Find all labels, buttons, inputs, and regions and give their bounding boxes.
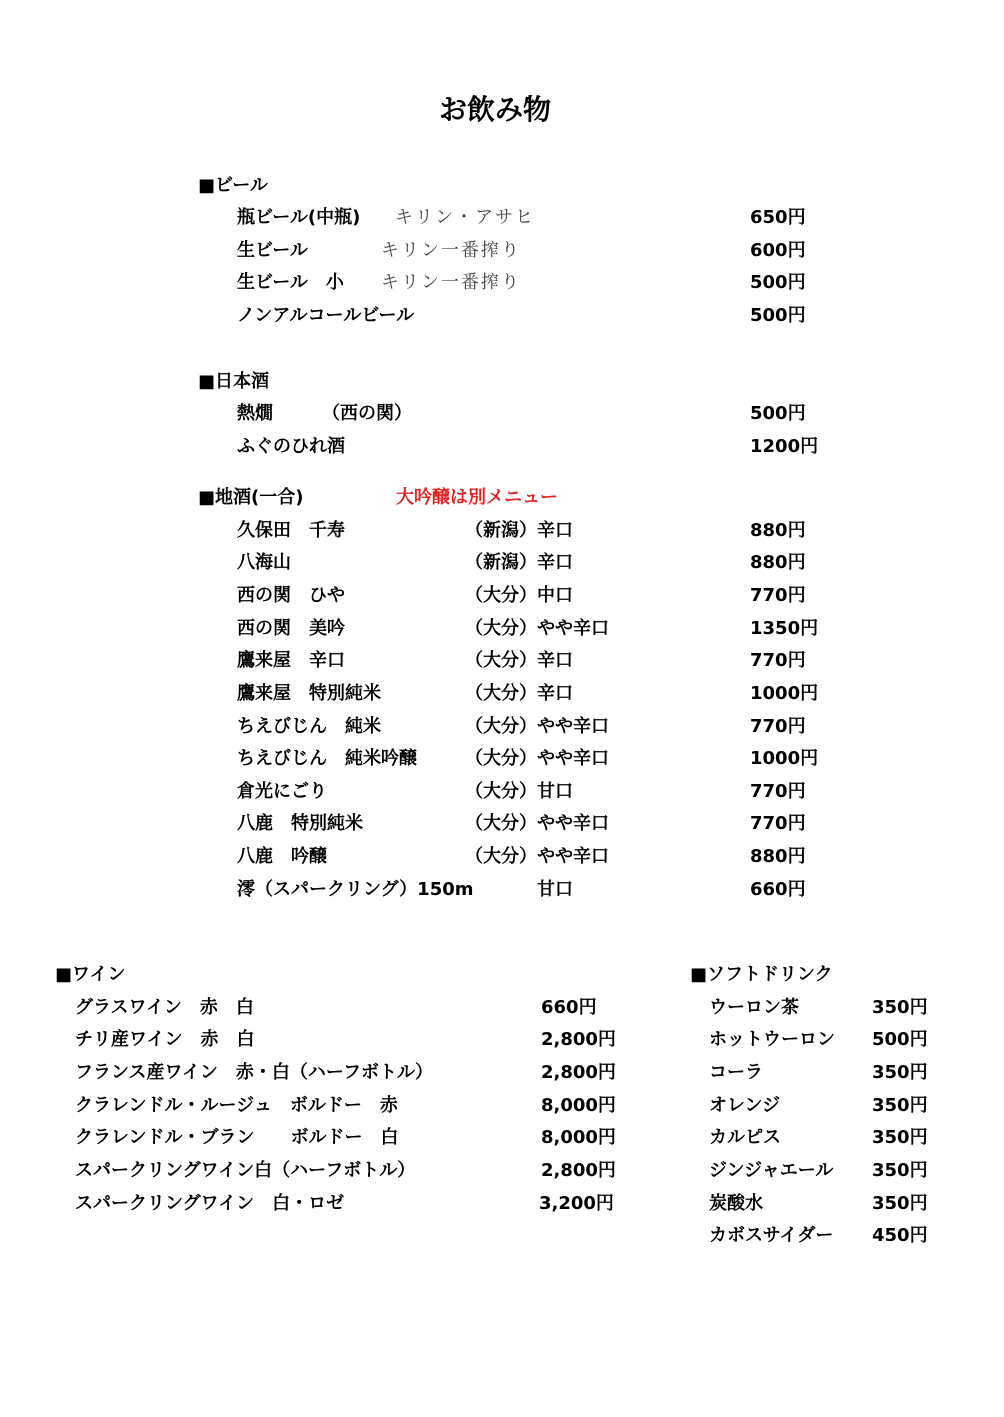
soft-heading: ■ソフトドリンク [690, 964, 833, 985]
jizake-item-name: 西の関 美吟 [237, 618, 345, 639]
wine-item-name: クラレンドル・ルージュ ボルドー 赤 [75, 1095, 398, 1116]
beer-item-price: 500円 [750, 305, 806, 326]
jizake-item-price: 770円 [750, 650, 806, 671]
sake-heading: ■日本酒 [198, 371, 270, 392]
beer-item-price: 500円 [750, 272, 806, 293]
wine-heading: ■ワイン [55, 964, 126, 985]
sake-item-name: ふぐのひれ酒 [237, 436, 345, 457]
soft-item-name: ホットウーロン [709, 1029, 835, 1050]
soft-item-name: カルピス [709, 1127, 781, 1148]
jizake-item-name: 鷹来屋 辛口 [237, 650, 345, 671]
beer-item-price: 600円 [750, 240, 806, 261]
wine-item-name: フランス産ワイン 赤・白（ハーフボトル） [75, 1062, 434, 1083]
beer-item-name: 生ビール 小 [237, 272, 344, 293]
jizake-item-price: 770円 [750, 716, 806, 737]
jizake-item-origin: （大分）やや辛口 [465, 618, 609, 639]
soft-item-name: コーラ [709, 1062, 763, 1083]
sake-item-name: 熱燗 [237, 403, 273, 424]
jizake-item-origin: （大分）やや辛口 [465, 748, 609, 769]
soft-item-price: 350円 [872, 1160, 928, 1181]
sake-item-price: 1200円 [750, 436, 819, 457]
jizake-item-price: 770円 [750, 813, 806, 834]
soft-item-price: 350円 [872, 1062, 928, 1083]
wine-item-price: 2,800円 [541, 1160, 616, 1181]
soft-item-price: 500円 [872, 1029, 928, 1050]
beer-item-price: 650円 [750, 207, 806, 228]
jizake-item-origin: （大分）やや辛口 [465, 716, 609, 737]
jizake-item-price: 770円 [750, 585, 806, 606]
jizake-item-price: 880円 [750, 846, 806, 867]
soft-item-price: 350円 [872, 1127, 928, 1148]
soft-item-name: ウーロン茶 [709, 997, 799, 1018]
jizake-item-price: 770円 [750, 781, 806, 802]
jizake-note: 大吟醸は別メニュー [396, 487, 558, 508]
wine-item-price: 2,800円 [541, 1062, 616, 1083]
beer-heading: ■ビール [198, 175, 268, 196]
beer-item-name: ノンアルコールビール [237, 305, 415, 326]
jizake-item-name: 久保田 千寿 [237, 520, 345, 541]
sake-item-price: 500円 [750, 403, 806, 424]
jizake-item-origin: （新潟）辛口 [465, 552, 573, 573]
wine-item-price: 8,000円 [541, 1127, 616, 1148]
soft-item-name: カボスサイダー [709, 1225, 834, 1246]
sake-item-brand: （西の関） [322, 403, 412, 424]
wine-item-name: グラスワイン 赤 白 [75, 997, 254, 1018]
soft-item-price: 350円 [872, 1095, 928, 1116]
beer-item-name: 瓶ビール(中瓶) [237, 207, 361, 228]
jizake-item-origin: （大分）辛口 [465, 650, 573, 671]
jizake-item-taste: 甘口 [537, 879, 573, 900]
jizake-item-name: 西の関 ひや [237, 585, 345, 606]
jizake-item-origin: （大分）やや辛口 [465, 846, 609, 867]
soft-item-name: ジンジャエール [709, 1160, 834, 1181]
jizake-item-price: 1000円 [750, 748, 819, 769]
beer-item-brand: キリン一番搾り [381, 272, 521, 293]
wine-item-price: 3,200円 [539, 1193, 614, 1214]
jizake-item-price: 880円 [750, 552, 806, 573]
soft-item-price: 350円 [872, 1193, 928, 1214]
jizake-item-price: 1000円 [750, 683, 819, 704]
jizake-item-name: 倉光にごり [237, 781, 327, 802]
jizake-item-origin: （大分）甘口 [465, 781, 573, 802]
wine-item-name: スパークリングワイン 白・ロゼ [75, 1193, 345, 1214]
jizake-item-origin: （大分）中口 [465, 585, 573, 606]
jizake-heading: ■地酒(一合) [198, 487, 304, 508]
jizake-item-name: 八鹿 吟醸 [237, 846, 327, 867]
wine-item-price: 660円 [541, 997, 597, 1018]
jizake-item-price: 660円 [750, 879, 806, 900]
wine-item-price: 2,800円 [541, 1029, 616, 1050]
jizake-item-name: 澪（スパークリング）150m [237, 879, 474, 900]
jizake-item-origin: （大分）辛口 [465, 683, 573, 704]
jizake-item-origin: （大分）やや辛口 [465, 813, 609, 834]
wine-item-name: スパークリングワイン白（ハーフボトル） [75, 1160, 416, 1181]
jizake-item-price: 1350円 [750, 618, 819, 639]
soft-item-name: 炭酸水 [709, 1193, 763, 1214]
jizake-item-origin: （新潟）辛口 [465, 520, 573, 541]
wine-item-name: チリ産ワイン 赤 白 [75, 1029, 255, 1050]
jizake-item-name: 鷹来屋 特別純米 [237, 683, 381, 704]
beer-item-brand: キリン一番搾り [381, 240, 521, 261]
jizake-item-name: 八鹿 特別純米 [237, 813, 363, 834]
wine-item-price: 8,000円 [541, 1095, 616, 1116]
soft-item-name: オレンジ [709, 1095, 781, 1116]
jizake-item-name: 八海山 [237, 552, 291, 573]
jizake-item-name: ちえびじん 純米吟醸 [237, 748, 417, 769]
jizake-item-name: ちえびじん 純米 [237, 716, 381, 737]
wine-item-name: クラレンドル・ブラン ボルドー 白 [75, 1127, 399, 1148]
page-title: お飲み物 [438, 93, 551, 126]
soft-item-price: 450円 [872, 1225, 928, 1246]
soft-item-price: 350円 [872, 997, 928, 1018]
beer-item-name: 生ビール [237, 240, 308, 261]
beer-item-brand: キリン・アサヒ [395, 207, 535, 228]
jizake-item-price: 880円 [750, 520, 806, 541]
